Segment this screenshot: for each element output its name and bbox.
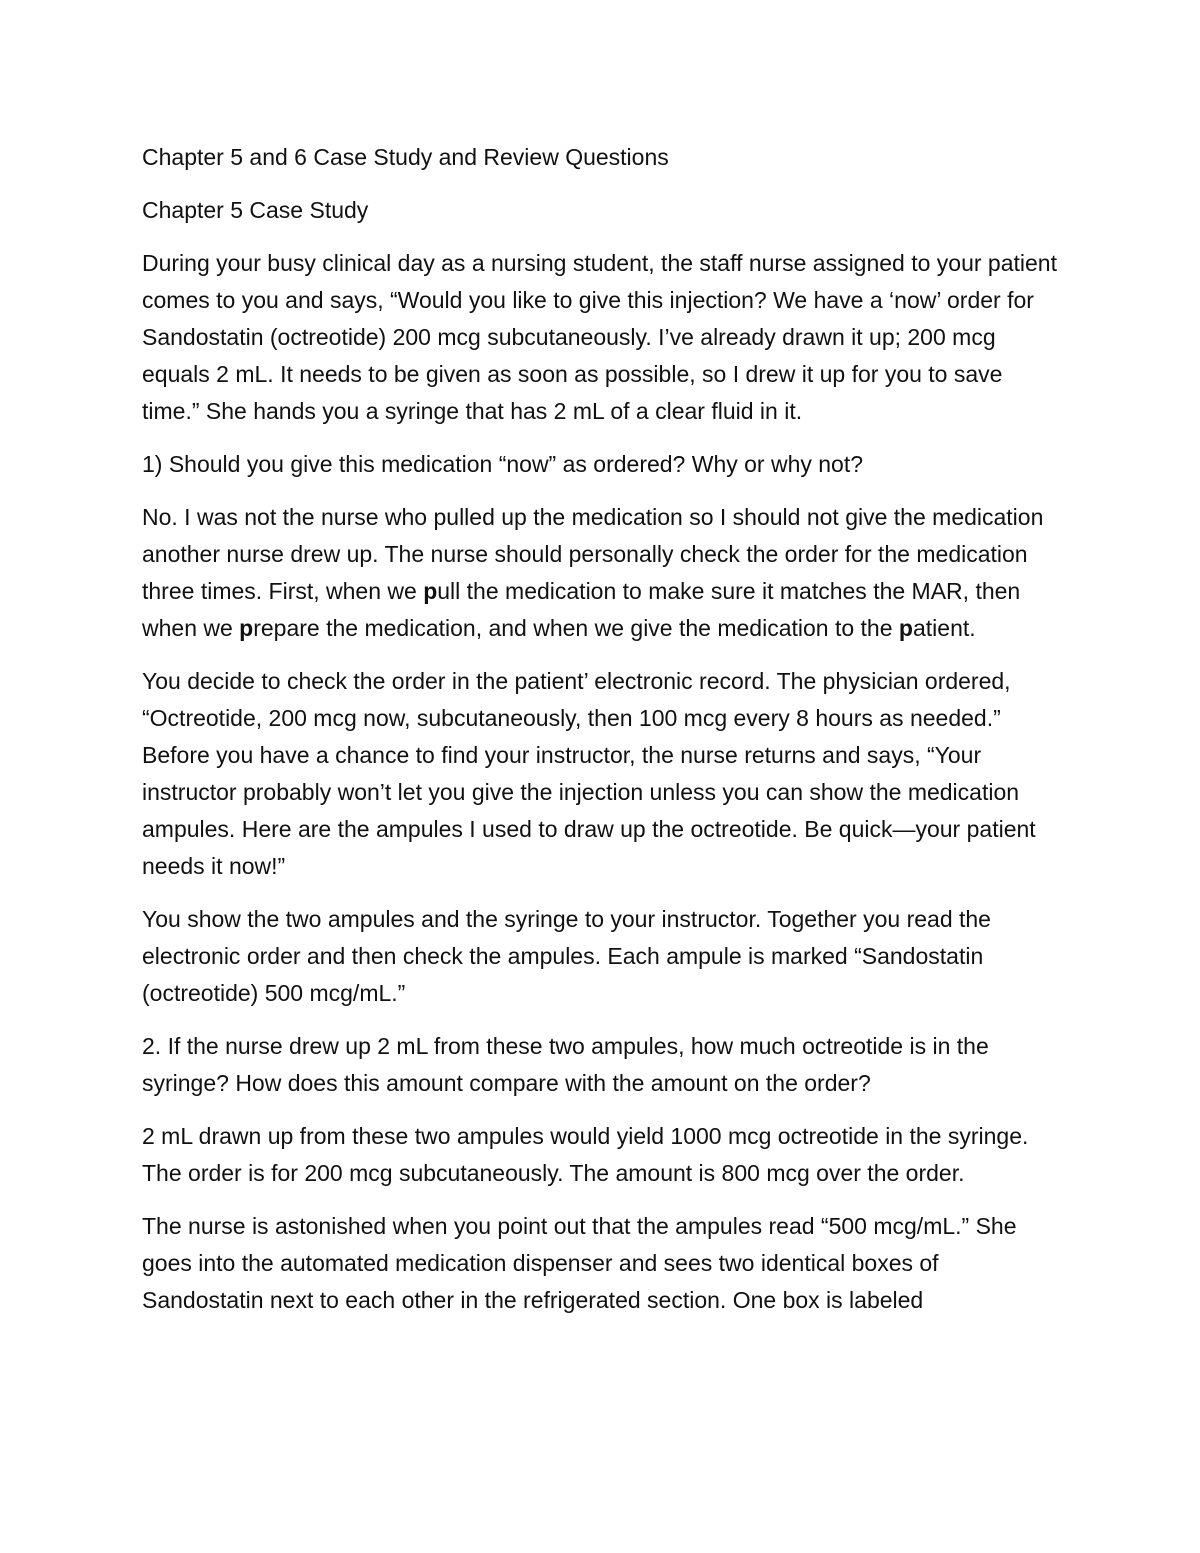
answer-1-bold-p: p — [423, 578, 438, 604]
answer-1-text: atient. — [912, 615, 976, 641]
answer-1 — [142, 499, 1062, 647]
answer-1-text: No. I was not the nurse who pulled up the medication so I should not give the medication another nurse drew up. The nurse should personally check the order for the medication three times. First, when we — [142, 504, 1044, 604]
case-paragraph-3: You show the two ampules and the syringe to your instructor. Together you read the electronic order and then check the ampules. Each ampule is marked “Sandostatin (octreotide) 500 mcg/mL.” — [142, 906, 991, 1006]
answer-1-text: ull the medication to make sure it matches the MAR, then when we — [142, 578, 1021, 641]
answer-1-bold-p: p — [239, 615, 254, 641]
document-title: Chapter 5 and 6 Case Study and Review Questions — [142, 144, 669, 170]
case-paragraph-4: The nurse is astonished when you point out that the ampules read “500 mcg/mL.” She goes into the automated medication dispenser and sees two identical boxes of Sandostatin next to each other in the refrigerated section. One box is labeled — [142, 1213, 1017, 1313]
answer-1-bold-p: p — [898, 615, 913, 641]
answer-1-text: repare the medication, and when we give the medication to the — [253, 615, 899, 641]
section-heading: Chapter 5 Case Study — [142, 197, 369, 223]
case-paragraph-1: During your busy clinical day as a nursing student, the staff nurse assigned to your patient comes to you and says, “Would you like to give this injection? We have a ‘now’ order for Sandostatin (octreotide) 200 mcg subcutaneously. I’ve already drawn it up; 200 mcg equals 2 mL. It needs to be given as soon as possible, so I drew it up for you to save time.” She hands you a syringe that has 2 mL of a clear fluid in it. — [142, 250, 1057, 424]
case-paragraph-2: You decide to check the order in the patient’ electronic record. The physician ordered, “Octreotide, 200 mcg now, subcutaneously, then 100 mcg every 8 hours as needed.” Before you have a chance to find your instructor, the nurse returns and says, “Your instructor probably won’t let you give the injection unless you can show the medication ampules. Here are the ampules I used to draw up the octreotide. Be quick—your patient needs it now!” — [142, 668, 1036, 879]
document-page — [142, 139, 1062, 1335]
question-1: 1) Should you give this medication “now” as ordered? Why or why not? — [142, 451, 864, 477]
answer-2: 2 mL drawn up from these two ampules would yield 1000 mcg octreotide in the syringe. The order is for 200 mcg subcutaneously. The amount is 800 mcg over the order. — [142, 1123, 1029, 1186]
question-2: 2. If the nurse drew up 2 mL from these two ampules, how much octreotide is in the syringe? How does this amount compare with the amount on the order? — [142, 1033, 989, 1096]
